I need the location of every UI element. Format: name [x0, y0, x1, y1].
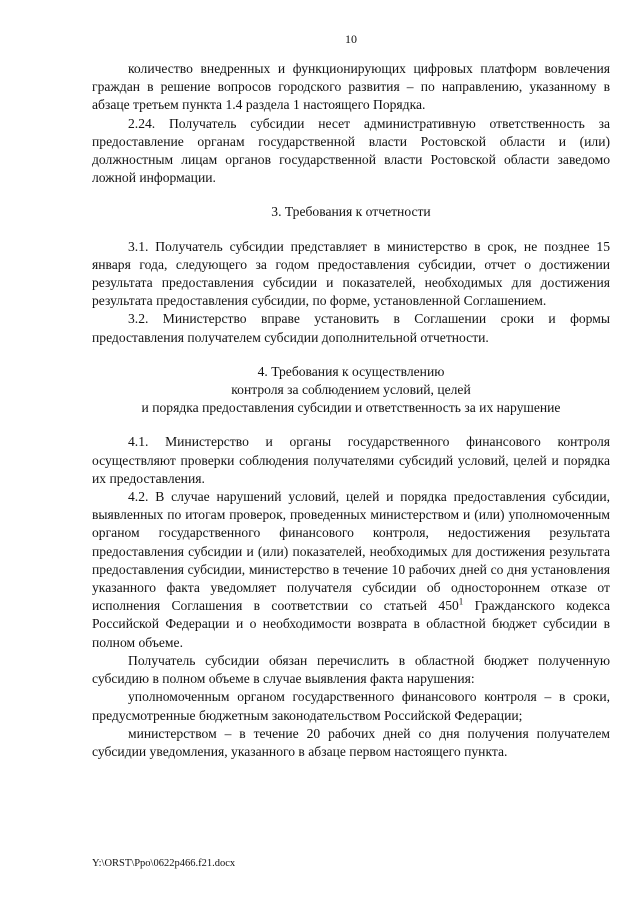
section-4-heading	[92, 363, 610, 418]
article-superscript: 1	[458, 596, 464, 607]
section-3-heading: 3. Требования к отчетности	[271, 204, 431, 220]
section-4-heading-line-2: контроля за соблюдением условий, целей	[231, 382, 471, 398]
paragraph-4-2-text-end: Гражданского кодекса Российской Федерации и о необходимости возврата в областной бюджет субсидии в полном объеме.	[92, 598, 610, 650]
paragraph-4-2	[92, 488, 610, 652]
section-4-heading-line-1: 4. Требования к осуществлению	[257, 363, 445, 379]
paragraph-4-2-text: 4.2. В случае нарушений условий, целей и порядка предоставления субсидии, выявленных по итогам проверок, проведенных министерством и (или) уполномоченным органом государственного финансового контроля, недостижения результата предоставления субсидии и (или) показателей, необходимых для достижения результата предоставления субсидии, министерство в течение 10 рабочих дней со дня установления указанного факта уведомляет получателя субсидии об одностороннем отказе от исполнения Соглашения в соответствии со статьей 450	[92, 489, 610, 614]
paragraph-2-24: 2.24. Получатель субсидии несет административную ответственность за предоставление органам государственной власти Ростовской области и (или) должностным лицам органов государственной власти Ростовской области заведомо ложной информации.	[92, 115, 610, 186]
paragraph-4-1: 4.1. Министерство и органы государственного финансового контроля осуществляют проверки соблюдения получателями субсидий условий, целей и порядка их предоставления.	[92, 434, 610, 486]
footer-file-path: Y:\ORST\Ppo\0622p466.f21.docx	[92, 858, 236, 869]
paragraph-platforms-count: количество внедренных и функционирующих цифровых платформ вовлечения граждан в решение вопросов городского развития – по направлению, указанному в абзаце третьем пункта 1.4 раздела 1 настоящего Порядка.	[92, 61, 610, 113]
paragraph-ministry-term: министерством – в течение 20 рабочих дней со дня получения получателем субсидии уведомления, указанного в абзаце первом настоящего пункта.	[92, 725, 610, 759]
paragraph-3-2: 3.2. Министерство вправе установить в Соглашении сроки и формы предоставления получателем субсидии дополнительной отчетности.	[92, 311, 610, 345]
page-number: 10	[345, 32, 357, 46]
paragraph-3-1: 3.1. Получатель субсидии представляет в министерство в срок, не позднее 15 января года, следующего за годом предоставления субсидии, отчет о достижении результата предоставления субсидии и показателей, необходимых для достижения результата предоставления субсидии, по форме, установленной Соглашением.	[92, 238, 610, 309]
document-page	[92, 32, 610, 761]
paragraph-control-body-term: уполномоченным органом государственного финансового контроля – в сроки, предусмотренные бюджетным законодательством Российской Федерации;	[92, 689, 610, 723]
section-4-heading-line-3: и порядка предоставления субсидии и ответственность за их нарушение	[141, 400, 561, 416]
paragraph-obligation: Получатель субсидии обязан перечислить в областной бюджет полученную субсидию в полном объеме в случае выявления факта нарушения:	[92, 652, 610, 687]
